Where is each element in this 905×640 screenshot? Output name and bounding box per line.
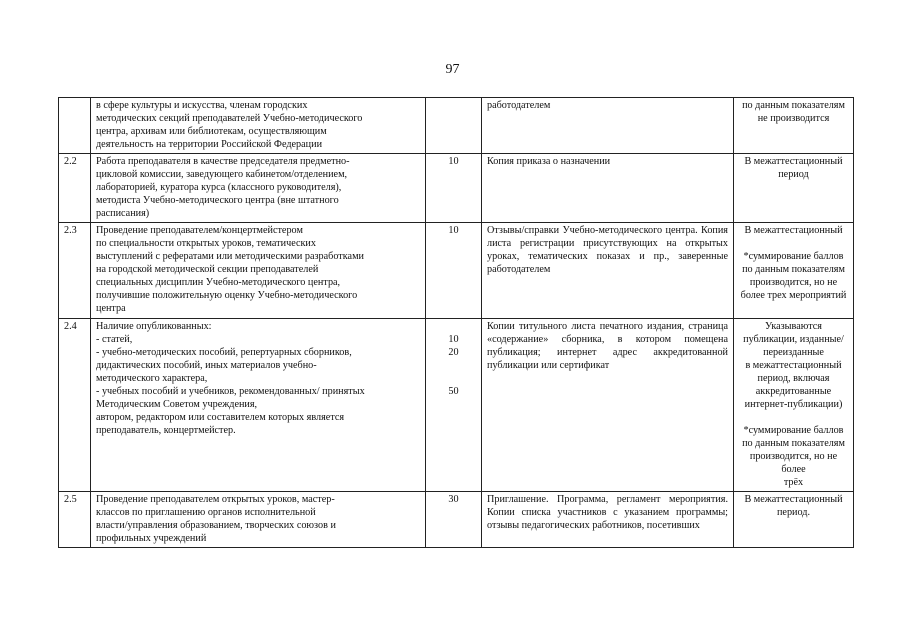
row-note [734,319,854,492]
description-line: центра [96,303,126,314]
note-line: аккредитованные [755,386,832,397]
note-line: В межаттестационный [744,156,843,167]
row-points [426,492,482,548]
row-description [91,154,426,223]
row-points [426,154,482,223]
description-line: расписания) [96,208,150,219]
row-note [734,223,854,319]
note-line: Указываются [765,321,822,332]
note-line: период, включая [757,373,830,384]
description-line: преподаватель, концертмейстер. [96,425,236,436]
row-description [91,319,426,492]
row-number: 2.3 [59,223,91,319]
note-line: переизданные [763,347,824,358]
description-line: - учебных пособий и учебников, рекомендованных/ принятых [96,386,365,397]
description-line: дидактических пособий, иных материалов учебно- [96,360,317,371]
note-line: трёх [783,477,804,488]
note-line: производится, но не [749,277,838,288]
row-confirmation: Копия приказа о назначении [482,154,734,223]
note-line [739,237,848,250]
description-line: в сфере культуры и искусства, членам городских [96,100,308,111]
note-line: период [778,169,809,180]
row-points [426,98,482,154]
note-line: по данным показателям [742,438,845,449]
row-note [734,98,854,154]
table-row [59,492,854,548]
points-value [431,359,476,372]
note-line: публикации, изданные/ [743,334,844,345]
note-line [739,411,848,424]
description-line: методических секций преподавателей Учебно-методического [96,113,363,124]
row-description [91,492,426,548]
note-line: период. [776,507,811,518]
row-number: 2.5 [59,492,91,548]
table-row [59,223,854,319]
note-line: по данным показателям [742,100,845,111]
row-points [426,319,482,492]
description-line: методического характера, [96,373,208,384]
note-line: в межаттестационный [745,360,842,371]
row-confirmation: работодателем [482,98,734,154]
description-line: Проведение преподавателем открытых уроков, мастер- [96,494,335,505]
points-value: 10 [448,334,459,345]
note-line: В межаттестационный [744,225,843,236]
description-line: - статей, [96,334,133,345]
row-number: 2.4 [59,319,91,492]
row-confirmation: Копии титульного листа печатного издания, страница «содержание» сборника, в котором помещена публикация; интернет адрес аккредитованной публикации или сертификат [482,319,734,492]
note-line: не производится [757,113,830,124]
points-value [431,372,476,385]
table-row [59,319,854,492]
note-line: более [781,464,806,475]
note-line: интернет-публикации) [744,399,843,410]
note-line: производится, но не [749,451,838,462]
description-line: по специальности открытых уроков, тематических [96,238,316,249]
row-points [426,223,482,319]
note-line: по данным показателям [742,264,845,275]
description-line: Методическим Советом учреждения, [96,399,258,410]
points-value: 20 [448,347,459,358]
description-line: центра, архивам или библиотекам, осуществляющим [96,126,327,137]
points-value [431,320,476,333]
note-line: *суммирование баллов [743,251,844,262]
description-line: на городской методической секции преподавателей [96,264,319,275]
description-line: Проведение преподавателем/концертмейстером [96,225,303,236]
note-line: *суммирование баллов [743,425,844,436]
page-number: 97 [445,62,460,77]
points-value: 10 [448,156,459,167]
description-line: автором, редактором или составителем которых является [96,412,345,423]
points-value: 30 [448,494,459,505]
description-line: лабораторией, куратора курса (классного руководителя), [96,182,342,193]
description-line: специальных дисциплин Учебно-методического центра, [96,277,341,288]
row-note [734,154,854,223]
row-confirmation: Приглашение. Программа, регламент мероприятия. Копии списка участников с указанием программы; отзывы педагогических работников, посетивших [482,492,734,548]
description-line: профильных учреждений [96,533,207,544]
description-line: - учебно-методических пособий, репертуарных сборников, [96,347,352,358]
row-number [59,98,91,154]
description-line: выступлений с рефератами или методическими разработками [96,251,364,262]
row-number: 2.2 [59,154,91,223]
description-line: деятельность на территории Российской Федерации [96,139,323,150]
note-line: В межаттестационный [744,494,843,505]
description-line: Наличие опубликованных: [96,321,212,332]
description-line: классов по приглашению органов исполнительной [96,507,316,518]
description-line: получившие положительную оценку Учебно-методического [96,290,358,301]
row-note [734,492,854,548]
description-line: цикловой комиссии, заведующего кабинетом/отделением, [96,169,348,180]
note-line: более трех мероприятий [740,290,847,301]
description-line: методиста Учебно-методического центра (вне штатного [96,195,339,206]
table-row [59,154,854,223]
description-line: власти/управления образованием, творческих союзов и [96,520,336,531]
points-value: 10 [448,225,459,236]
row-description [91,98,426,154]
description-line: Работа преподавателя в качестве председателя предметно- [96,156,350,167]
criteria-table [58,97,854,548]
row-confirmation: Отзывы/справки Учебно-методического центра. Копия листа регистрации присутствующих на открытых уроках, тематических показах и пр., заверенные работодателем [482,223,734,319]
row-description [91,223,426,319]
points-value: 50 [448,386,459,397]
table-row [59,98,854,154]
